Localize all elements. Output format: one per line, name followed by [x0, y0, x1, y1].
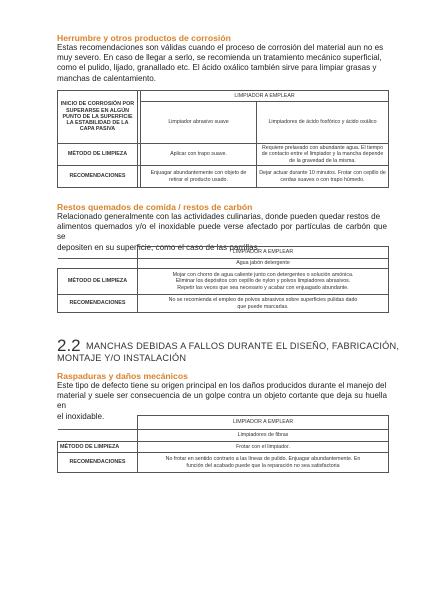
table-cell-rec: [138, 453, 389, 473]
table-cell-line: No frotar en sentido contrario a las líneas de pulido. Enjuagar abundantemente. En: [165, 456, 361, 463]
table-label-recommendations: RECOMENDACIONES: [58, 453, 138, 473]
table-cell-cleaner-a: Limpiador abrasivo suave: [141, 101, 257, 143]
table-cell-line: Mojar con chorro de agua caliente junto con detergentes o solución amónica.: [172, 272, 354, 279]
table-cell-cleaner-b: Limpiadores de ácido fosfórico y ácido oxálico: [257, 101, 389, 143]
paragraph-line: Relacionado generalmente con las actividades culinarias, donde pueden quedar restos de: [57, 212, 381, 221]
table-header-title: LIMPIADOR A EMPLEAR: [141, 91, 389, 102]
table-label-recommendations: RECOMENDACIONES: [58, 166, 138, 188]
table-empty-corner: [58, 416, 138, 430]
chapter-title-line-1: MANCHAS DEBIDAS A FALLOS DURANTE EL DISEÑO, FABRICACIÓN,: [86, 341, 400, 351]
table-cell-rec: [138, 295, 389, 313]
table-cell-rec-a: Enjuagar abundantemente con objeto de retirar el producto usado.: [141, 166, 257, 188]
table-cell-line: No se recomienda el empleo de polvos abrasivos sobre superficies pulidas dado: [168, 297, 358, 304]
paragraph-line: material y suele ser consecuencia de un golpe contra un objeto cortante que deja su huella en: [57, 391, 387, 411]
table-cell-rec-b: Dejar actuar durante 10 minutos. Frotar con cepillo de cerdas suaves o con trapo húmedo.: [257, 166, 389, 188]
table-cell-method-a: Aplicar con trapo suave.: [141, 144, 257, 166]
table-scratches: [57, 415, 389, 473]
paragraph-line: el inoxidable.: [57, 411, 105, 421]
table-header-label: INICIO DE CORROSIÓN POR SUPERARSE EN ALGÚN PUNTO DE LA SUPERFICIE LA ESTABILIDAD DE LA CAPA PASIVA: [58, 91, 138, 144]
table-cell-line: Repetir las veces que sea necesario y acabar con enjuagado abundante.: [177, 284, 349, 291]
paragraph-line: Estas recomendaciones son válidas cuando el proceso de corrosión del material aun no es: [57, 43, 384, 52]
table-cell-method-b: Requiere prelavado con abundante agua. El tiempo de contacto entre el limpiador y la mancha depende de la gravedad de la misma.: [257, 144, 389, 166]
table-cell-method: [138, 269, 389, 295]
paragraph-line: como el pulido, lijado, granallado etc. El ácido oxálico también sirve para limpiar grasas y: [57, 63, 377, 73]
section-heading-corrosion: Herrumbre y otros productos de corrosión: [57, 33, 231, 43]
table-label-method: MÉTODO DE LIMPIEZA: [58, 269, 138, 295]
table-cell-cleaner: Agua jabón detergente: [138, 259, 389, 269]
paragraph-line: manchas de calentamiento.: [57, 73, 156, 83]
paragraph-line: alimentos quemados y/o el inoxidable puede verse afectado por partículas de carbón que se: [57, 222, 387, 242]
table-cell-cleaner: Limpiadores de fibras: [138, 430, 389, 442]
table-empty-corner: [58, 247, 138, 259]
paragraph-line: muy severo. En caso de llegar a serlo, se recomienda un tratamiento mecánico superficial,: [57, 53, 382, 63]
table-header-title: LIMPIADOR A EMPLEAR: [138, 416, 389, 430]
table-label-method: MÉTODO DE LIMPIEZA: [58, 144, 138, 166]
table-empty-corner: [58, 430, 138, 442]
section-heading-scratches: Raspaduras y daños mecánicos: [57, 371, 188, 381]
table-empty-corner: [58, 259, 138, 269]
chapter-title-line-2: MONTAJE Y/O INSTALACIÓN: [57, 353, 187, 363]
paragraph-corrosion: [57, 43, 387, 84]
table-cell-line: función del acabado puede que la reparación no sea satisfactoria: [186, 462, 340, 469]
table-label-method: MÉTODO DE LIMPIEZA: [58, 442, 138, 453]
table-cell-line: Eliminar los depósitos con cepillo de nylon y polvos limpiadores abrasivos.: [175, 278, 351, 285]
table-burnt-food: [57, 246, 389, 313]
paragraph-line: depositen en su superficie, como el caso de las parrillas.: [57, 242, 260, 252]
table-corrosion: [57, 90, 389, 188]
table-label-recommendations: RECOMENDACIONES: [58, 295, 138, 313]
section-heading-burnt-food: Restos quemados de comida / restos de carbón: [57, 202, 253, 212]
table-cell-line: que puede marcarlas.: [237, 303, 289, 310]
chapter-number: 2.2: [57, 336, 81, 355]
table-header-title: LIMPIADOR A EMPLEAR: [138, 247, 389, 259]
paragraph-line: Este tipo de defecto tiene su origen principal en los daños producidos durante el manejo del: [57, 381, 387, 390]
table-cell-method: Frotar con el limpiador.: [138, 442, 389, 453]
